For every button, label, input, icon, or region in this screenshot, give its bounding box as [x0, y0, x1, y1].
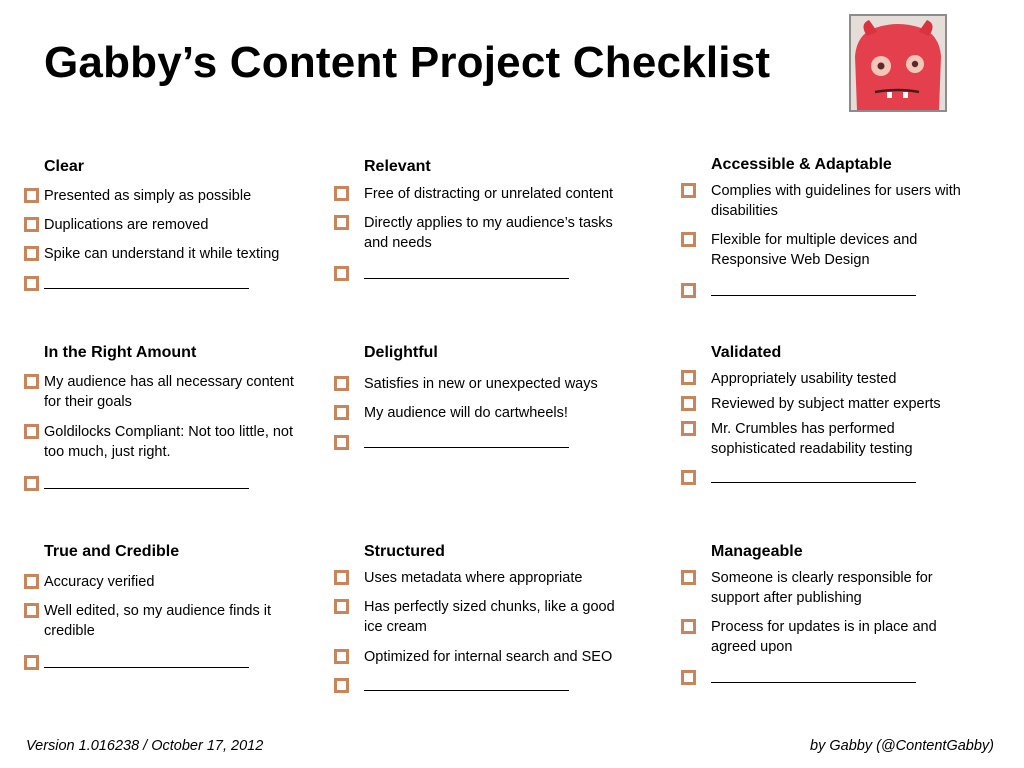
checklist-item-label: My audience will do cartwheels!: [364, 405, 568, 421]
checkbox[interactable]: [24, 424, 39, 439]
checkbox[interactable]: [24, 276, 39, 291]
checkbox[interactable]: [681, 283, 696, 298]
blank-line[interactable]: [364, 447, 569, 448]
checkbox[interactable]: [24, 476, 39, 491]
checkbox[interactable]: [24, 655, 39, 670]
checkbox[interactable]: [681, 370, 696, 385]
checklist-item-label: Complies with guidelines for users with disabilities: [711, 183, 961, 219]
section-heading: Delightful: [364, 344, 438, 361]
checkbox[interactable]: [334, 266, 349, 281]
checklist-item-label: Uses metadata where appropriate: [364, 570, 583, 586]
checkbox[interactable]: [681, 396, 696, 411]
blank-line[interactable]: [711, 295, 916, 296]
checkbox[interactable]: [681, 619, 696, 634]
checklist-item-label: Directly applies to my audience’s tasks and needs: [364, 215, 613, 251]
checklist-item-label: Free of distracting or unrelated content: [364, 186, 614, 202]
checklist-item-label: Duplications are removed: [44, 217, 209, 233]
blank-line[interactable]: [44, 667, 249, 668]
checklist-item-label: Someone is clearly responsible for support after publishing: [711, 570, 933, 606]
checklist-item-label: Spike can understand it while texting: [44, 246, 280, 262]
version-footer: Version 1.016238 / October 17, 2012: [26, 738, 264, 754]
checklist-item-label: Process for updates is in place and agreed upon: [711, 619, 937, 655]
checklist-item-label: Presented as simply as possible: [44, 188, 252, 204]
checklist-item-label: Satisfies in new or unexpected ways: [364, 376, 598, 392]
checkbox[interactable]: [24, 188, 39, 203]
checkbox[interactable]: [24, 603, 39, 618]
checkbox[interactable]: [24, 574, 39, 589]
checkbox[interactable]: [334, 215, 349, 230]
checkbox[interactable]: [334, 435, 349, 450]
checkbox[interactable]: [334, 649, 349, 664]
checkbox[interactable]: [681, 670, 696, 685]
blank-line[interactable]: [711, 682, 916, 683]
checkbox[interactable]: [24, 374, 39, 389]
checkbox[interactable]: [681, 421, 696, 436]
pink-monster-avatar-icon: [851, 16, 945, 110]
blank-line[interactable]: [364, 278, 569, 279]
checkbox[interactable]: [334, 376, 349, 391]
section-heading: Structured: [364, 543, 445, 560]
checkbox[interactable]: [334, 599, 349, 614]
section-heading: Validated: [711, 344, 782, 361]
checkbox[interactable]: [681, 570, 696, 585]
checkbox[interactable]: [334, 678, 349, 693]
checklist-item-label: Appropriately usability tested: [711, 371, 897, 387]
checkbox[interactable]: [24, 217, 39, 232]
section-heading: Clear: [44, 158, 85, 175]
checklist-item-label: Well edited, so my audience finds it credible: [44, 603, 272, 639]
checkbox[interactable]: [681, 232, 696, 247]
avatar-image: [849, 14, 947, 112]
checklist-item-label: Optimized for internal search and SEO: [364, 649, 613, 665]
page-title: Gabby’s Content Project Checklist: [44, 38, 771, 87]
checkbox[interactable]: [334, 570, 349, 585]
checkbox[interactable]: [334, 186, 349, 201]
checklist-item-label: My audience has all necessary content for their goals: [44, 374, 294, 410]
checklist-item-label: Has perfectly sized chunks, like a good ice cream: [364, 599, 615, 635]
checklist-item-label: Reviewed by subject matter experts: [711, 396, 941, 412]
section-heading: In the Right Amount: [44, 344, 197, 361]
section-heading: True and Credible: [44, 543, 180, 560]
checklist-item-label: Flexible for multiple devices and Responsive Web Design: [711, 232, 918, 268]
section-heading: Accessible & Adaptable: [711, 156, 892, 173]
section-heading: Manageable: [711, 543, 803, 560]
checklist-item-label: Mr. Crumbles has performed sophisticated readability testing: [711, 421, 913, 457]
section-heading: Relevant: [364, 158, 431, 175]
checkbox[interactable]: [681, 183, 696, 198]
checkbox[interactable]: [24, 246, 39, 261]
blank-line[interactable]: [364, 690, 569, 691]
blank-line[interactable]: [711, 482, 916, 483]
blank-line[interactable]: [44, 288, 249, 289]
author-footer: by Gabby (@ContentGabby): [810, 738, 994, 754]
blank-line[interactable]: [44, 488, 249, 489]
checkbox[interactable]: [681, 470, 696, 485]
checklist-item-label: Accuracy verified: [44, 574, 155, 590]
checkbox[interactable]: [334, 405, 349, 420]
checklist-item-label: Goldilocks Compliant: Not too little, not too much, just right.: [44, 424, 294, 460]
